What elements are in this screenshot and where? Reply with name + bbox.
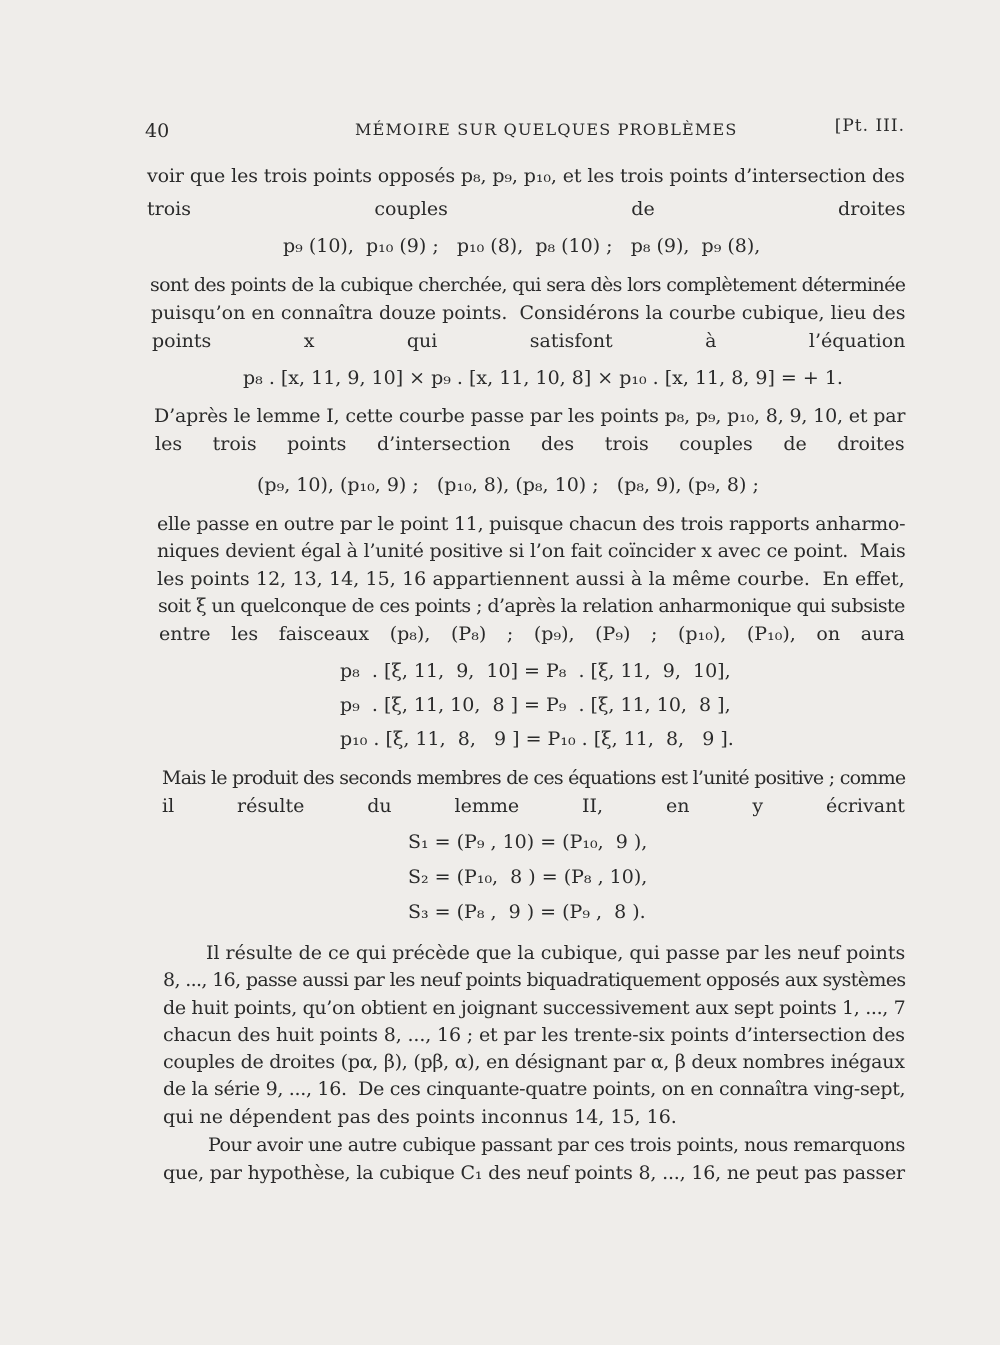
text-line: Il résulte de ce qui précède que la cubique, qui passe par les neuf points [206, 942, 906, 964]
text-line: chacun des huit points 8, ..., 16 ; et par les trente-six points d’intersection des [163, 1024, 905, 1046]
equation-line: p₁₀ . [ξ, 11, 8, 9 ] = P₁₀ . [ξ, 11, 8, 9 ]. [340, 728, 734, 750]
text-line: il résulte du lemme II, en y écrivant [162, 795, 905, 817]
text-line: soit ξ un quelconque de ces points ; d’après la relation anharmonique qui subsiste [158, 595, 905, 617]
text-line: elle passe en outre par le point 11, puisque chacun des trois rapports anharmo- [157, 513, 906, 535]
text-line: Mais le produit des seconds membres de ces équations est l’unité positive ; comme [162, 767, 906, 789]
equation-line: S₃ = (P₈ , 9 ) = (P₉ , 8 ). [408, 901, 646, 923]
text-line: de huit points, qu’on obtient en joignant successivement aux sept points 1, ..., 7 [163, 997, 906, 1019]
equation-line: S₂ = (P₁₀, 8 ) = (P₈ , 10), [408, 866, 648, 888]
text-line: points x qui satisfont à l’équation [152, 330, 906, 352]
text-line: sont des points de la cubique cherchée, qui sera dès lors complètement déterminée [150, 274, 906, 296]
equation-line: (p₉, 10), (p₁₀, 9) ; (p₁₀, 8), (p₈, 10) ; (p₈, 9), (p₉, 8) ; [257, 474, 759, 496]
text-line: entre les faisceaux (p₈), (P₈) ; (p₉), (P₉) ; (p₁₀), (P₁₀), on aura [159, 623, 905, 645]
text-line: niques devient égal à l’unité positive si l’on fait coïncider x avec ce point. Mais [157, 540, 906, 562]
equation-line: p₈ . [ξ, 11, 9, 10] = P₈ . [ξ, 11, 9, 10], [340, 660, 731, 682]
text-line: les points 12, 13, 14, 15, 16 appartiennent aussi à la même courbe. En effet, [157, 568, 905, 590]
text-line: les trois points d’intersection des trois couples de droites [155, 433, 905, 455]
running-title: MÉMOIRE SUR QUELQUES PROBLÈMES [355, 120, 738, 139]
text-line: de la série 9, ..., 16. De ces cinquante-quatre points, on en connaîtra ving-sept, [163, 1078, 906, 1100]
page-number: 40 [145, 120, 170, 142]
text-line: que, par hypothèse, la cubique C₁ des neuf points 8, ..., 16, ne peut pas passer [163, 1162, 905, 1184]
running-header [145, 116, 905, 146]
text-line: couples de droites (pα, β), (pβ, α), en désignant par α, β deux nombres inégaux [163, 1051, 905, 1073]
text-line: voir que les trois points opposés p₈, p₉, p₁₀, et les trois points d’intersection des [147, 165, 905, 187]
equation-line: p₉ . [ξ, 11, 10, 8 ] = P₉ . [ξ, 11, 10, 8 ], [340, 694, 731, 716]
text-line: trois couples de droites [147, 198, 906, 220]
text-line: qui ne dépendent pas des points inconnus 14, 15, 16. [163, 1106, 677, 1128]
equation-line: p₈ . [x, 11, 9, 10] × p₉ . [x, 11, 10, 8] × p₁₀ . [x, 11, 8, 9] = + 1. [243, 367, 843, 389]
text-line: puisqu’on en connaîtra douze points. Considérons la courbe cubique, lieu des [151, 302, 906, 324]
text-line: 8, ..., 16, passe aussi par les neuf points biquadratiquement opposés aux systèmes [163, 969, 906, 991]
equation-line: p₉ (10), p₁₀ (9) ; p₁₀ (8), p₈ (10) ; p₈ (9), p₉ (8), [283, 235, 761, 257]
text-line: Pour avoir une autre cubique passant par ces trois points, nous remarquons [208, 1134, 905, 1156]
text-line: D’après le lemme I, cette courbe passe par les points p₈, p₉, p₁₀, 8, 9, 10, et par [154, 405, 906, 427]
equation-line: S₁ = (P₉ , 10) = (P₁₀, 9 ), [408, 831, 648, 853]
part-label: [Pt. III. [834, 116, 905, 136]
